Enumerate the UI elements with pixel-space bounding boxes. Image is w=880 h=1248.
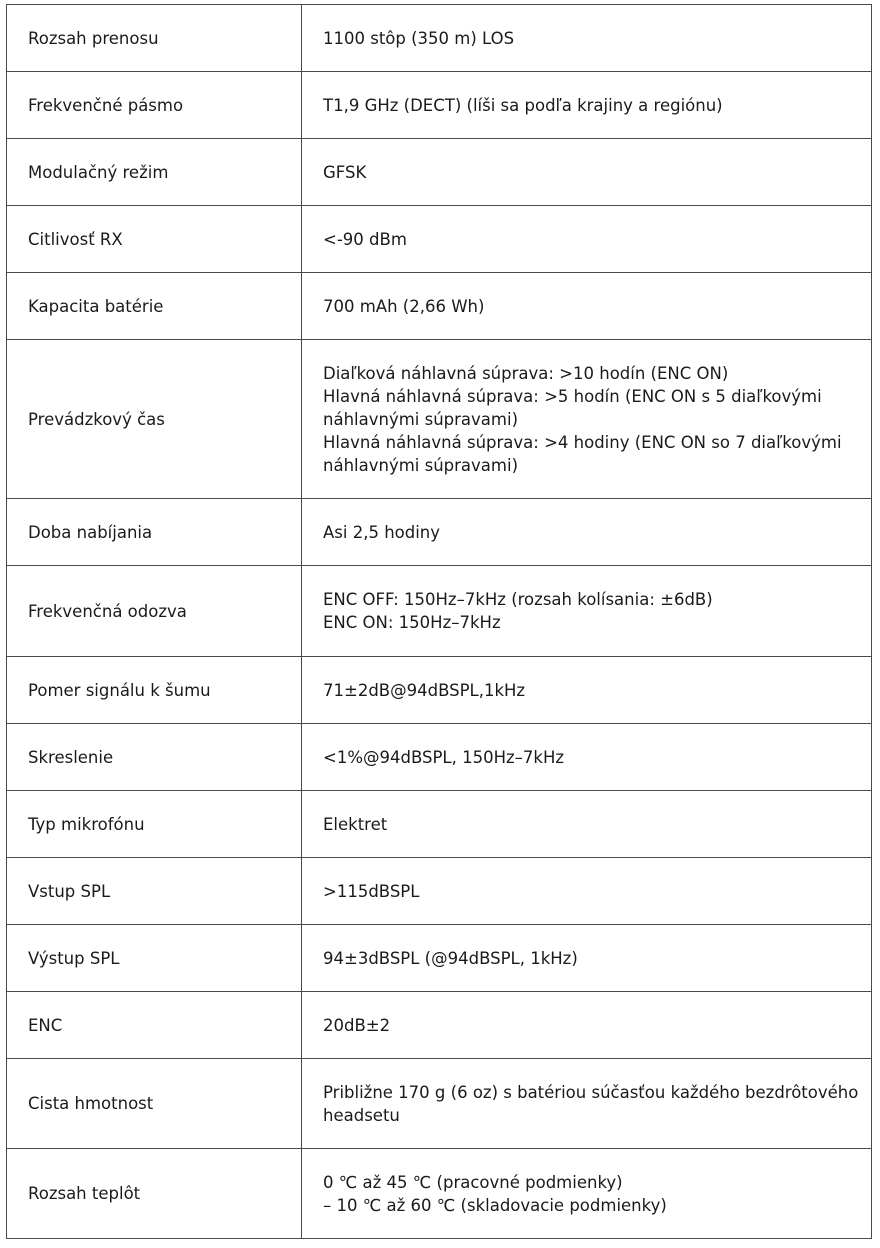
- spec-value: [302, 5, 872, 72]
- spec-value-line: 94±3dBSPL (@94dBSPL, 1kHz): [323, 948, 578, 968]
- spec-value: [302, 1059, 872, 1149]
- spec-label: Modulačný režim: [7, 139, 302, 206]
- spec-value-line: Diaľková náhlavná súprava: >10 hodín (ENC ON): [323, 363, 729, 383]
- spec-value-line: 0 ℃ až 45 ℃ (pracovné podmienky): [323, 1172, 623, 1192]
- spec-value-line: Približne 170 g (6 oz) s batériou súčasťou každého bezdrôtového: [323, 1082, 859, 1102]
- spec-value-line: <-90 dBm: [323, 229, 407, 249]
- spec-label: Pomer signálu k šumu: [7, 657, 302, 724]
- table-row: [7, 1059, 872, 1149]
- spec-value: [302, 724, 872, 791]
- spec-value-line: Hlavná náhlavná súprava: >5 hodín (ENC ON s 5 diaľkovými: [323, 386, 822, 406]
- spec-value: [302, 499, 872, 566]
- spec-value: [302, 273, 872, 340]
- spec-value-line: ENC OFF: 150Hz–7kHz (rozsah kolísania: ±6dB): [323, 590, 713, 609]
- spec-value-line: náhlavnými súpravami): [323, 409, 519, 429]
- spec-label: Rozsah teplôt: [7, 1149, 302, 1239]
- spec-label: Rozsah prenosu: [7, 5, 302, 72]
- table-row: [7, 5, 872, 72]
- spec-label: Výstup SPL: [7, 925, 302, 992]
- spec-label: Typ mikrofónu: [7, 791, 302, 858]
- spec-label: Frekvenčné pásmo: [7, 72, 302, 139]
- table-row: [7, 992, 872, 1059]
- table-row: [7, 340, 872, 499]
- spec-value: [302, 1149, 872, 1239]
- spec-value: [302, 791, 872, 858]
- spec-label: Cista hmotnost: [7, 1059, 302, 1149]
- spec-value: [302, 657, 872, 724]
- spec-value-line: 1100 stôp (350 m) LOS: [323, 28, 515, 48]
- spec-value: [302, 340, 872, 499]
- spec-value-line: headsetu: [323, 1105, 400, 1125]
- spec-table-body: [7, 5, 872, 1239]
- spec-value-line: GFSK: [323, 162, 367, 182]
- spec-label: Skreslenie: [7, 724, 302, 791]
- table-row: [7, 206, 872, 273]
- spec-value: [302, 139, 872, 206]
- table-row: [7, 1149, 872, 1239]
- table-row: [7, 858, 872, 925]
- spec-value-line: 71±2dB@94dBSPL,1kHz: [323, 680, 526, 700]
- spec-value: [302, 858, 872, 925]
- table-row: [7, 566, 872, 657]
- spec-label: Prevádzkový čas: [7, 340, 302, 499]
- table-row: [7, 139, 872, 206]
- table-row: [7, 499, 872, 566]
- spec-value-line: Elektret: [323, 814, 388, 834]
- spec-label: ENC: [7, 992, 302, 1059]
- table-row: [7, 724, 872, 791]
- spec-value-line: <1%@94dBSPL, 150Hz–7kHz: [323, 747, 565, 767]
- spec-value-line: 700 mAh (2,66 Wh): [323, 296, 485, 316]
- spec-table: [6, 4, 872, 1239]
- spec-value-line: ENC ON: 150Hz–7kHz: [323, 613, 501, 632]
- spec-value-line: Asi 2,5 hodiny: [323, 522, 441, 542]
- spec-value: [302, 566, 872, 657]
- table-row: [7, 72, 872, 139]
- spec-value: [302, 72, 872, 139]
- spec-label: Doba nabíjania: [7, 499, 302, 566]
- spec-value-line: Hlavná náhlavná súprava: >4 hodiny (ENC ON so 7 diaľkovými: [323, 432, 842, 452]
- table-row: [7, 657, 872, 724]
- spec-label: Vstup SPL: [7, 858, 302, 925]
- spec-value: [302, 206, 872, 273]
- spec-label: Citlivosť RX: [7, 206, 302, 273]
- spec-value-line: – 10 ℃ až 60 ℃ (skladovacie podmienky): [323, 1195, 667, 1215]
- spec-value-line: >115dBSPL: [323, 881, 420, 901]
- table-row: [7, 791, 872, 858]
- spec-label: Kapacita batérie: [7, 273, 302, 340]
- table-row: [7, 273, 872, 340]
- spec-label: Frekvenčná odozva: [7, 566, 302, 657]
- table-row: [7, 925, 872, 992]
- spec-value-line: náhlavnými súpravami): [323, 455, 519, 475]
- spec-value: [302, 992, 872, 1059]
- spec-value-line: Τ1,9 GHz (DECT) (líši sa podľa krajiny a regiónu): [323, 95, 723, 115]
- spec-value-line: 20dB±2: [323, 1015, 391, 1035]
- spec-value: [302, 925, 872, 992]
